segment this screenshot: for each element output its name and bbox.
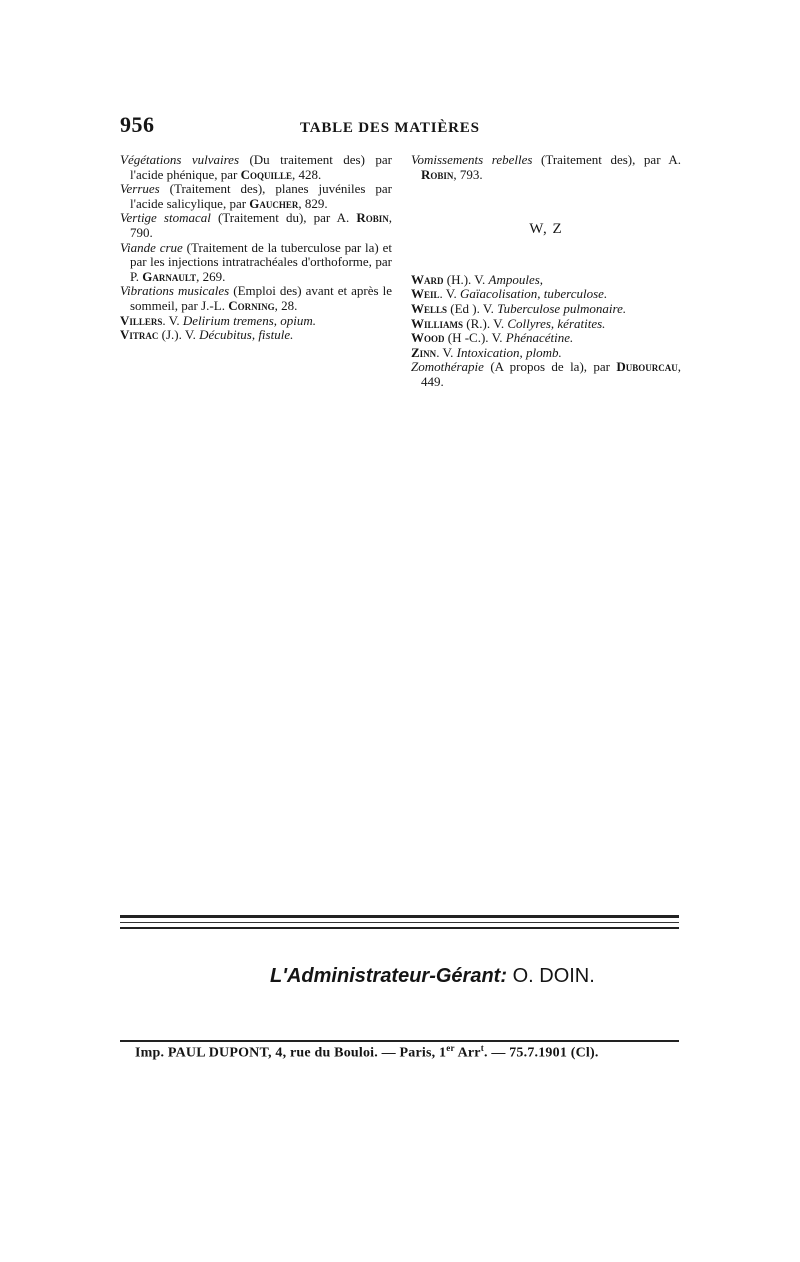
index-entry xyxy=(411,331,681,346)
entry-text: (Traitement des), planes juvéniles par l'acide salicylique, par xyxy=(130,181,392,211)
index-entry xyxy=(411,302,681,317)
entry-author: Coquille xyxy=(240,166,293,182)
double-rule-thick xyxy=(120,915,679,918)
entry-term: Vertige stomacal xyxy=(120,210,211,226)
index-entry xyxy=(120,211,392,240)
entry-page: , 829. xyxy=(298,195,328,211)
index-entry xyxy=(411,346,681,361)
entry-page: , 790. xyxy=(130,210,393,240)
entry-text: (Traitement du), par A. xyxy=(210,210,357,226)
entry-text: (J.). V. xyxy=(158,327,200,343)
index-entry xyxy=(120,328,392,343)
entry-reference: Intoxication, plomb. xyxy=(456,344,562,360)
entry-author: Williams xyxy=(411,315,464,331)
entry-reference: Delirium tremens, opium. xyxy=(182,312,317,328)
entry-author: Wood xyxy=(411,330,445,346)
double-rule-thin xyxy=(120,922,679,923)
entry-author: Gaucher xyxy=(249,195,299,211)
entry-term: Verrues xyxy=(120,181,160,197)
entry-reference: Décubitus, fistule. xyxy=(199,327,294,343)
index-entry xyxy=(411,317,681,332)
imprint-text: Imp. PAUL DUPONT, 4, rue du Bouloi. — Paris, 1 xyxy=(135,1045,447,1061)
imprint-arr: Arr xyxy=(454,1045,481,1061)
index-column-right xyxy=(411,153,681,390)
entry-author: Garnault xyxy=(142,268,197,284)
entry-author: Dubourcau xyxy=(616,359,678,375)
entry-term: Viande crue xyxy=(120,239,183,255)
entry-page: , 269. xyxy=(196,268,226,284)
entry-text: (H.). V. xyxy=(443,271,489,287)
entry-term: Vomissements rebelles xyxy=(411,152,533,167)
entry-author: Villers xyxy=(120,312,163,328)
index-entry xyxy=(411,273,681,288)
entry-reference: Collyres, kératites. xyxy=(507,315,606,331)
entry-text: . V. xyxy=(162,312,183,328)
entry-text: (Traitement des), par A. xyxy=(532,152,682,167)
entry-text: . V. xyxy=(436,344,457,360)
administrator-line xyxy=(270,965,595,988)
entry-text: (Traitement de la tuberculose par la) et par les injections intratrachéales d'orthoforme, par P. xyxy=(130,239,392,284)
administrator-name: O. DOIN. xyxy=(512,965,595,987)
entry-term: Zomothérapie xyxy=(411,359,484,375)
entry-author: Robin xyxy=(356,210,389,226)
footer-rule xyxy=(120,1040,679,1042)
page-number: 956 xyxy=(120,112,155,137)
entry-author: Zinn xyxy=(411,344,437,360)
index-entry xyxy=(120,284,392,313)
index-entry xyxy=(411,153,681,182)
index-entry xyxy=(120,241,392,285)
index-entry xyxy=(120,314,392,329)
entry-reference: Gaïacolisation, tuberculose. xyxy=(460,286,608,302)
entry-author: Vitrac xyxy=(120,327,159,343)
index-entry xyxy=(120,182,392,211)
entry-reference: Phénacétine. xyxy=(505,330,574,346)
entry-text: (Emploi des) avant et après le sommeil, par J.-L. xyxy=(130,283,393,313)
imprint-sup2: t xyxy=(480,1043,484,1053)
entry-page: , 793. xyxy=(453,166,483,182)
entry-text: (Ed ). V. xyxy=(447,300,498,316)
index-entry xyxy=(411,360,681,389)
running-title: TABLE DES MATIÈRES xyxy=(300,120,480,136)
entry-author: Robin xyxy=(421,166,454,182)
entry-author: Wells xyxy=(411,300,448,316)
entry-term: Végétations vulvaires xyxy=(120,152,239,167)
entry-reference: Ampoules, xyxy=(488,271,544,287)
index-column-left xyxy=(120,153,392,343)
entry-author: Corning xyxy=(228,297,275,313)
double-rule-lower xyxy=(120,927,679,929)
entry-text: (A propos de la), par xyxy=(483,359,617,375)
entry-reference: Tuberculose pulmonaire. xyxy=(497,300,627,316)
entry-page: , 428. xyxy=(292,166,322,182)
imprint-line xyxy=(135,1043,599,1062)
imprint-sup: er xyxy=(446,1043,455,1053)
entry-page: , 28. xyxy=(274,297,298,313)
entry-text: . V. xyxy=(439,286,460,302)
section-heading: W, Z xyxy=(529,221,563,238)
entry-text: (H -C.). V. xyxy=(444,330,506,346)
entry-author: Weil xyxy=(411,286,440,302)
index-entry xyxy=(411,287,681,302)
administrator-label: L'Administrateur-Gérant: xyxy=(270,965,508,987)
entry-author: Ward xyxy=(411,271,444,287)
index-entry xyxy=(120,153,392,182)
entry-term: Vibrations musicales xyxy=(120,283,230,299)
imprint-end: . — 75.7.1901 (Cl). xyxy=(483,1045,599,1061)
entry-text: (Du traitement des) par l'acide phénique, par xyxy=(130,152,392,182)
entry-page: , 449. xyxy=(421,359,681,389)
entry-text: (R.). V. xyxy=(463,315,508,331)
